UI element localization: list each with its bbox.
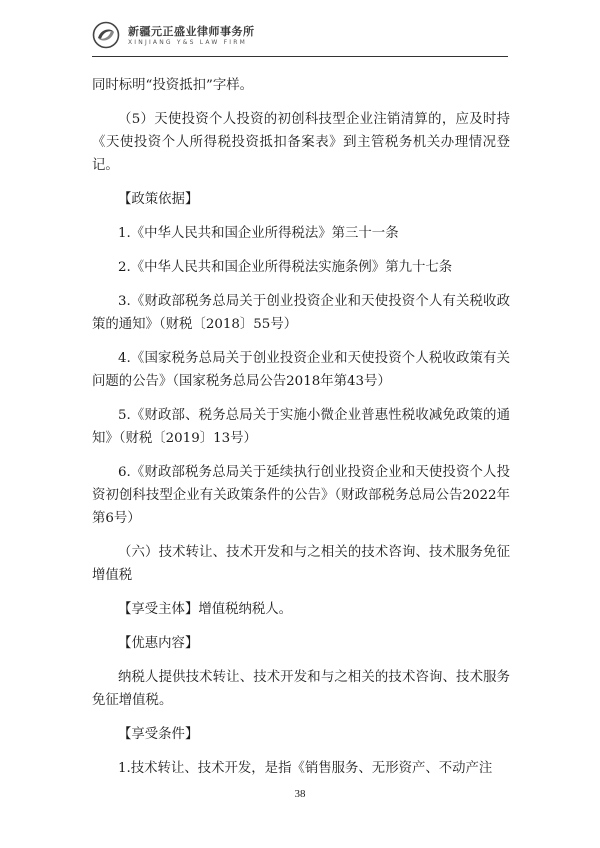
firm-name-en: XINJIANG Y&S LAW FIRM <box>128 39 247 46</box>
paragraph: 5.《财政部、税务总局关于实施小微企业普惠性税收减免政策的通知》（财税〔2019〕13号） <box>92 408 510 446</box>
section-heading: 【优惠内容】 <box>118 636 199 651</box>
paragraph: 3.《财政部税务总局关于创业投资企业和天使投资个人有关税收政策的通知》（财税〔2018〕55号） <box>92 294 510 332</box>
firm-name: 新疆元正盛业律师事务所 <box>128 25 255 38</box>
paragraph: 4.《国家税务总局关于创业投资企业和天使投资个人税收政策有关问题的公告》（国家税务总局公告2018年第43号） <box>92 351 510 389</box>
page-number: 38 <box>294 788 306 800</box>
header-rule <box>92 56 508 57</box>
section-heading: 【政策依据】 <box>118 192 199 207</box>
page-header <box>92 18 512 54</box>
paragraph: 2.《中华人民共和国企业所得税法实施条例》第九十七条 <box>118 260 453 275</box>
firm-logo-icon <box>92 21 120 49</box>
paragraph: 1.《中华人民共和国企业所得税法》第三十一条 <box>118 226 399 241</box>
paragraph: 纳税人提供技术转让、技术开发和与之相关的技术咨询、技术服务免征增值税。 <box>92 670 510 708</box>
paragraph: 6.《财政部税务总局关于延续执行创业投资企业和天使投资个人投资初创科技型企业有关政策条件的公告》（财政部税务总局公告2022年第6号） <box>92 465 510 526</box>
paragraph: 同时标明“投资抵扣”字样。 <box>92 78 253 93</box>
section-heading: （六）技术转让、技术开发和与之相关的技术咨询、技术服务免征增值税 <box>92 545 510 583</box>
paragraph: （5）天使投资个人投资的初创科技型企业注销清算的，应及时持《天使投资个人所得税投资抵扣备案表》到主管税务机关办理情况登记。 <box>92 112 510 173</box>
section-heading: 【享受条件】 <box>118 727 199 742</box>
document-body <box>92 74 510 791</box>
paragraph: 【享受主体】增值税纳税人。 <box>118 602 293 617</box>
paragraph: 1.技术转让、技术开发，是指《销售服务、无形资产、不动产注 <box>118 761 493 776</box>
